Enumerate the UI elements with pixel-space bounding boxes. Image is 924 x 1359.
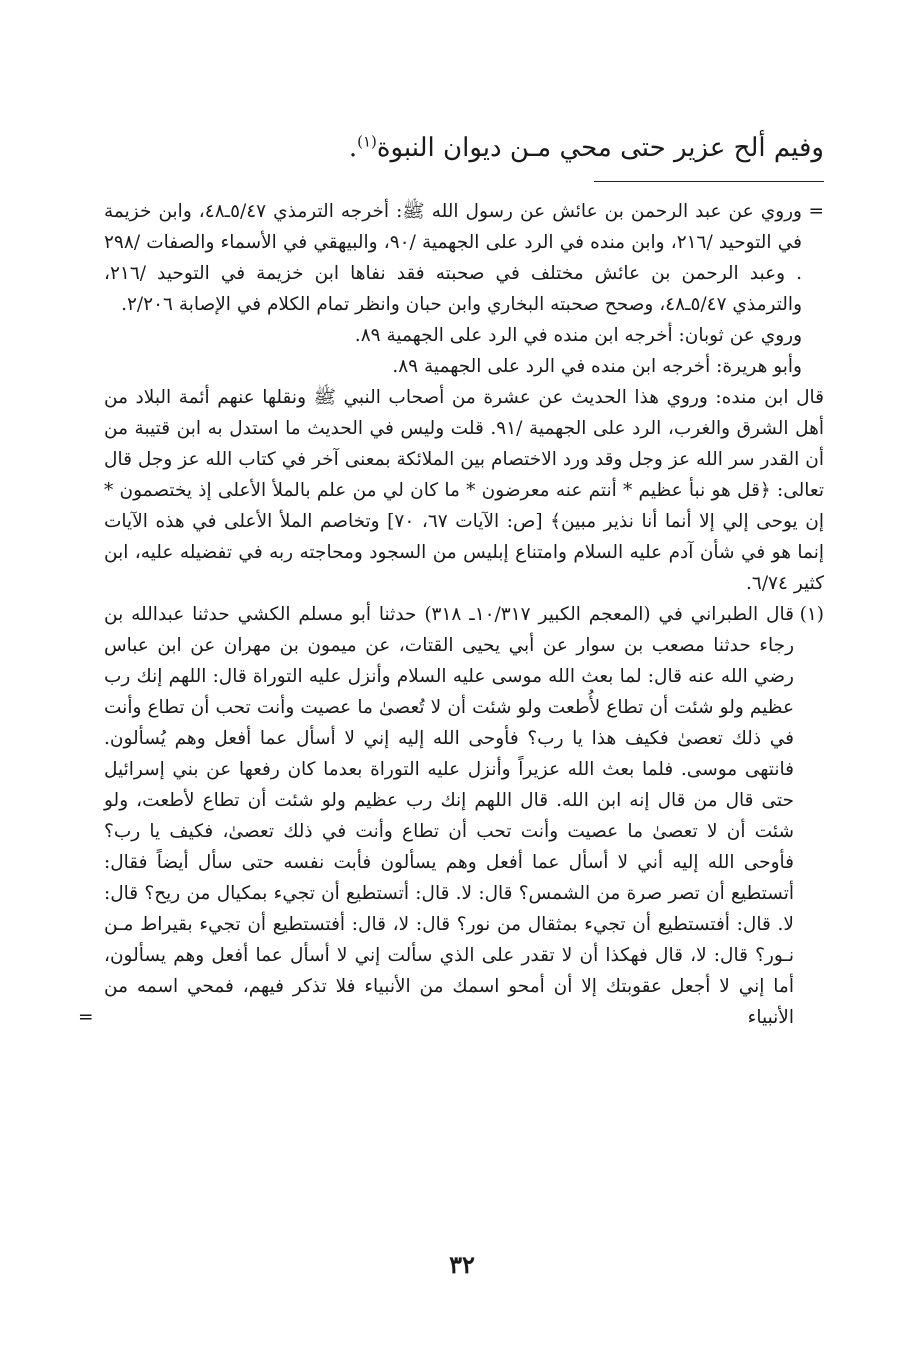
footnote-separator (594, 181, 824, 182)
page-number: ٣٢ (449, 1250, 475, 1279)
continuation-mark: = (808, 201, 824, 222)
footnote-text: قال الطبراني في (المعجم الكبير ١٠/٣١٧ـ ٣١٨) حدثنا أبو مسلم الكشي حدثنا عبدالله بن رجاء حدثنا مصعب بن سوار عن أبي يحيى القتات، عن ميمون بن مهران عن ابن عباس رضي الله عنه قال: لما بعث الله موسى عليه السلام وأنزل عليه التوراة قال: اللهم إنك رب عظيم ولو شئت أن تطاع لأُطعت ولو شئت أن لا تُعصىٰ ما عصيت وأنت تحب أن تطاع وأنت في ذلك تعصىٰ فكيف هذا يا رب؟ فأوحى الله إليه إني لا أسأل عما أفعل وهم يُسألون. فانتهى موسى. فلما بعث الله عزيراً وأنزل عليه التوراة بعدما كان رفعها عن بني إسرائيل حتى قال من قال إنه ابن الله. قال اللهم إنك رب عظيم ولو شئت أن تطاع لأطعت، ولو شئت أن لا تعصىٰ ما عصيت وأنت تحب أن تطاع وأنت في ذلك تعصىٰ، فكيف يا رب؟ فأوحى الله إليه أني لا أسأل عما أفعل وهم يسألون فأبت نفسه حتى سأل أيضاً فقال: أتستطيع أن تصر صرة من الشمس؟ قال: لا. قال: أتستطيع أن تجيء بمكيال من ريح؟ قال: لا. قال: أفتستطيع أن تجيء بمثقال من نور؟ قال: لا، قال: أفتستطيع أن تجيء بقيراط مـن نـور؟ قال: لا، قال فهكذا أن لا تقدر على الذي سألت إني لا أسأل عما أفعل وهم يسألون، أما إني لا أجعل عقوبتك إلا أن أمحو اسمك من الأنبياء فلا تذكر فيهم، فمحي اسمه من الأنبياء (104, 604, 794, 1028)
footnote-continues-mark: = (78, 1007, 94, 1028)
note-paragraph-1 (104, 196, 824, 320)
main-text: وفيم ألح عزير حتى محي مـن ديوان النبوة (376, 133, 824, 163)
footnotes (78, 196, 824, 1033)
footnote-reference: (١) (357, 132, 377, 151)
note-paragraph-3: وأبو هريرة: أخرجه ابن منده في الرد على الجهمية ٨٩. (392, 356, 802, 377)
main-text-end: . (348, 133, 358, 163)
note-text-1: وروي عن عبد الرحمن بن عائش عن رسول الله ﷺ: أخرجه الترمذي ٥/٤٧ـ٤٨، وابن خزيمة في التوحيد /٢١٦، وابن منده في الرد على الجهمية /٩٠، والبيهقي في الأسماء والصفات /٢٩٨ . وعبد الرحمن بن عائش مختلف في صحبته فقد نفاها ابن خزيمة في التوحيد /٢١٦، والترمذي ٥/٤٧ـ٤٨، وصحح صحبته البخاري وابن حبان وانظر تمام الكلام في الإصابة ٢/٢٠٦. (104, 201, 802, 315)
footnote-1 (78, 599, 824, 1033)
main-text-line (84, 128, 824, 168)
note-paragraph-4: قال ابن منده: وروي هذا الحديث عن عشرة من أصحاب النبي ﷺ ونقلها عنهم أئمة البلاد من أهل الشرق والغرب، الرد على الجهمية /٩١. قلت وليس في الحديث ما استدل به ابن قتيبة من أن القدر سر الله عز وجل وقد ورد الاختصام بين الملائكة بمعنى آخر في كتاب الله عز وجل قال تعالى: ﴿قل هو نبأ عظيم * أنتم عنه معرضون * ما كان لي من علم بالملأ الأعلى إذ يختصمون * إن يوحى إلي إلا أنما أنا نذير مبين﴾ [ص: الآيات ٦٧، ٧٠] وتخاصم الملأ الأعلى في هذه الآيات إنما هو في شأن آدم عليه السلام وامتناع إبليس من السجود ومحاجته ربه في تفضيله عليه، ابن كثير ٦/٧٤. (104, 387, 824, 594)
note-paragraph-2: وروي عن ثوبان: أخرجه ابن منده في الرد على الجهمية ٨٩. (354, 325, 802, 346)
footnote-number: (١) (799, 604, 824, 625)
